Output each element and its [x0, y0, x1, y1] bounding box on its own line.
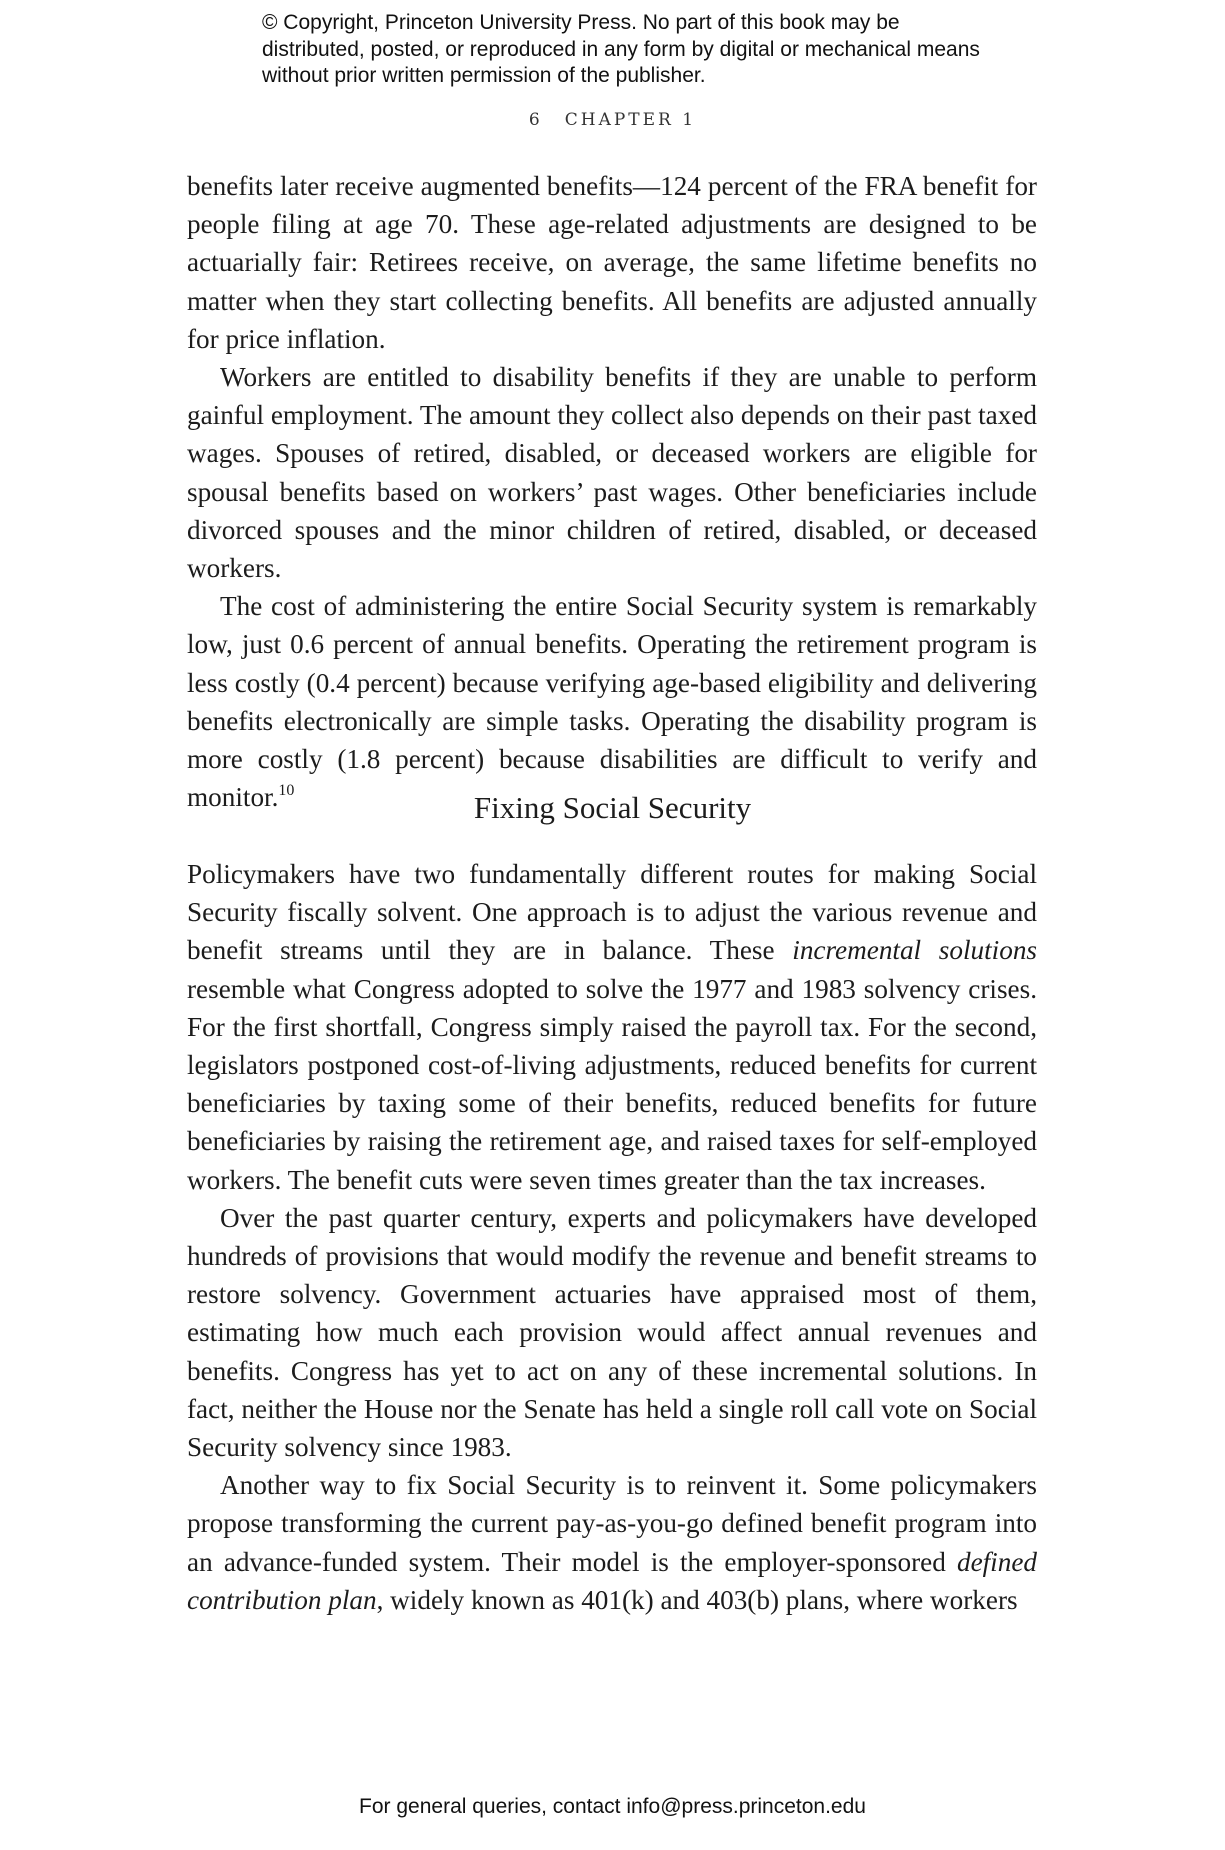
paragraph-3 [187, 587, 1037, 816]
paragraph-6 [187, 1466, 1037, 1619]
paragraph-4-part-2: resemble what Congress adopted to solve the 1977 and 1983 solvency crises. For the first shortfall, Congress simply raised the payroll tax. For the second, legislators postponed cost-of-living adjustments, reduced benefits for current beneficiaries by taxing some of their benefits, reduced benefits for future beneficiaries by raising the retirement age, and raised taxes for self-employed workers. The benefit cuts were seven times greater than the tax increases. [187, 973, 1037, 1195]
paragraph-4 [187, 855, 1037, 1199]
body-text-block-1 [187, 167, 1037, 816]
chapter-label: CHAPTER 1 [564, 110, 697, 130]
section-heading: Fixing Social Security [473, 790, 752, 825]
footnote-reference[interactable]: 10 [278, 782, 295, 800]
paragraph-3-text: The cost of administering the entire Social Security system is remarkably low, just 0.6 percent of annual benefits. Operating the retirement program is less costly (0.4 percent) because verifying age-based eligibility and delivering benefits electronically are simple tasks. Operating the disability program is more costly (1.8 percent) because disabilities are difficult to verify and monitor. [187, 591, 1037, 813]
copyright-notice: © Copyright, Princeton University Press. No part of this book may be distributed, posted, or reproduced in any form by digital or mechanical means without prior written permission of the publisher. [262, 11, 980, 87]
page-number: 6 [528, 110, 543, 130]
paragraph-6-part-2: , widely known as 401(k) and 403(b) plans, where workers [376, 1584, 1018, 1615]
paragraph-2: Workers are entitled to disability benefits if they are unable to perform gainful employment. The amount they collect also depends on their past taxed wages. Spouses of retired, disabled, or deceased workers are eligible for spousal benefits based on workers’ past wages. Other beneficiaries include divorced spouses and the minor children of retired, disabled, or deceased workers. [187, 362, 1037, 584]
paragraph-6-part-1: Another way to fix Social Security is to reinvent it. Some policymakers propose transforming the current pay-as-you-go defined benefit program into an advance-funded system. Their model is the employer-sponsored [187, 1470, 1037, 1577]
paragraph-4-italic-term: incremental solutions [792, 935, 1037, 966]
paragraph-1: benefits later receive augmented benefits—124 percent of the FRA benefit for people filing at age 70. These age-related adjustments are designed to be actuarially fair: Retirees receive, on average, the same lifetime benefits no matter when they start collecting benefits. All benefits are adjusted annually for price inflation. [187, 171, 1037, 354]
paragraph-4-part-1: Policymakers have two fundamentally different routes for making Social Security fiscally solvent. One approach is to adjust the various revenue and benefit streams until they are in balance. These [187, 859, 1037, 966]
footer-contact: For general queries, contact info@press.princeton.edu [359, 1795, 866, 1818]
paragraph-5: Over the past quarter century, experts and policymakers have developed hundreds of provisions that would modify the revenue and benefit streams to restore solvency. Government actuaries have appraised most of them, estimating how much each provision would affect annual revenues and benefits. Congress has yet to act on any of these incremental solutions. In fact, neither the House nor the Senate has held a single roll call vote on Social Security solvency since 1983. [187, 1202, 1037, 1463]
running-head [0, 110, 1225, 130]
body-text-block-2 [187, 855, 1037, 1619]
paragraph-6-italic-term: defined contribution plan [187, 1546, 1037, 1615]
